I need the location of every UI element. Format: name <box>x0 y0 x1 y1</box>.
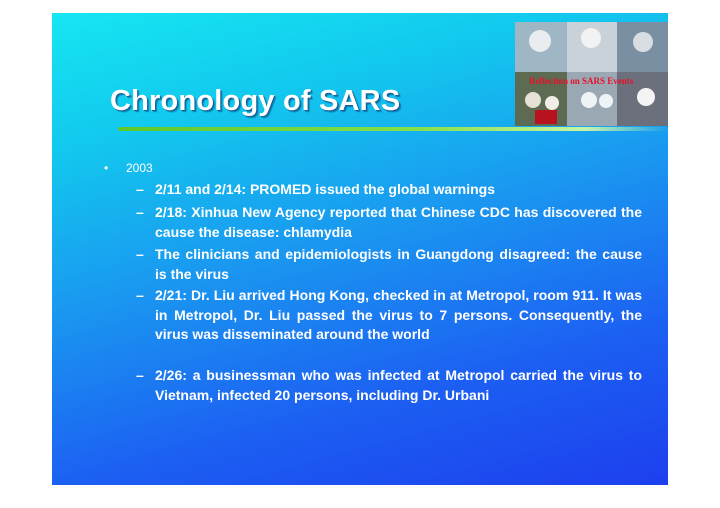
slide-title: Chronology of SARS <box>110 85 401 117</box>
list-item <box>136 286 642 345</box>
slide <box>52 13 668 485</box>
dash-icon: – <box>136 204 144 220</box>
list-item <box>136 203 642 242</box>
list-item-text: The clinicians and epidemiologists in Guangdong disagreed: the cause is the virus <box>155 246 642 282</box>
list-item <box>136 366 642 405</box>
dash-icon: – <box>136 367 144 383</box>
year-label: 2003 <box>126 161 153 175</box>
list-item-text: 2/11 and 2/14: PROMED issued the global warnings <box>155 181 495 197</box>
list-item <box>136 180 642 200</box>
dash-icon: – <box>136 181 144 197</box>
dash-icon: – <box>136 246 144 262</box>
photo-caption: Reflection on SARS Events <box>529 76 634 86</box>
list-item-text: 2/26: a businessman who was infected at Metropol carried the virus to Vietnam, infected 20 persons, including Dr. Urbani <box>155 367 642 403</box>
slide-content <box>52 13 668 485</box>
dash-icon: – <box>136 287 144 303</box>
list-item-text: 2/21: Dr. Liu arrived Hong Kong, checked in at Metropol, room 911. It was in Metropol, Dr. Liu passed the virus to 7 persons. Consequently, the virus was disseminated around the world <box>155 287 642 342</box>
list-item-text: 2/18: Xinhua New Agency reported that Chinese CDC has discovered the cause the disease: chlamydia <box>155 204 642 240</box>
bullet-icon: • <box>104 161 109 175</box>
list-item <box>136 245 642 284</box>
